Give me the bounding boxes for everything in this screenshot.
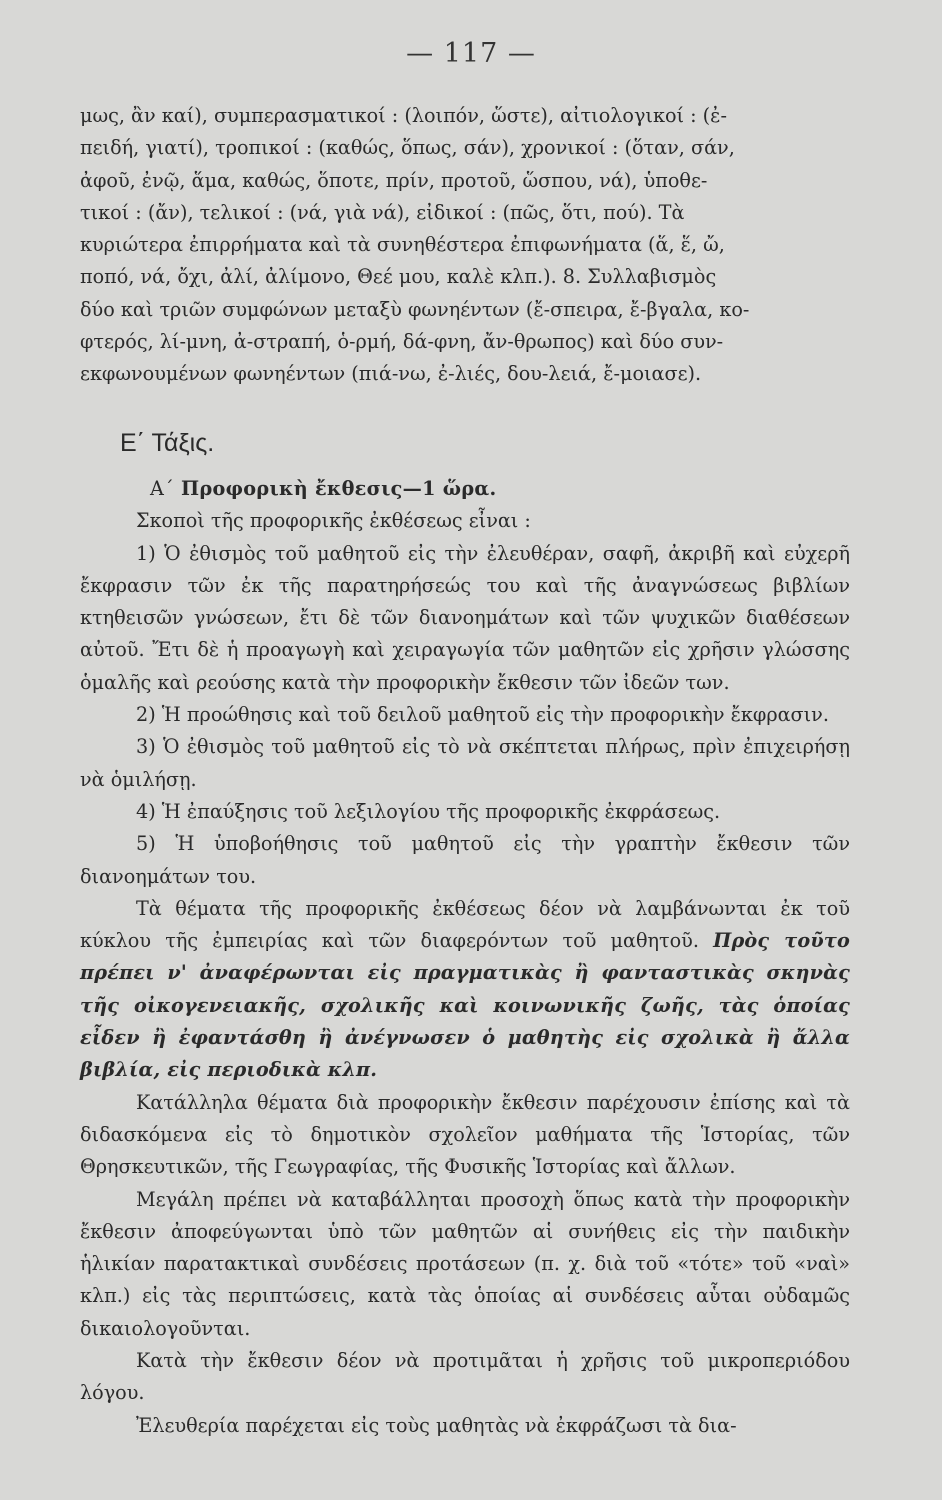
paragraph-aim-2: 2) Ἡ προώθησις καὶ τοῦ δειλοῦ μαθητοῦ εἰς τὴν προφορικὴν ἔκφρασιν. <box>136 703 829 727</box>
paragraph-attention: Μεγάλη πρέπει νὰ καταβάλληται προσοχὴ ὅπως κατὰ τὴν προφορικὴν ἔκθεσιν ἀποφεύγωνται ὑπὸ τῶν μαθητῶν αἱ συνήθεις εἰς τὴν παιδικὴν ἡλικίαν παρατακτικαὶ συνδέσεις προτάσεων (π. χ. διὰ τοῦ «τότε» τοῦ «ναὶ» κλπ.) εἰς τὰς περιπτώσεις, κατὰ τὰς ὁποίας αἱ συνδέσεις αὗται οὐδαμῶς δικαιολογοῦνται. <box>80 1187 850 1340</box>
paragraph-intro: Σκοποὶ τῆς προφορικῆς ἐκθέσεως εἶναι : <box>136 509 531 533</box>
line: εκφωνουμένων φωνηέντων (πιά-νω, ἐ-λιές, δου-λειά, ἔ-μοιασε). <box>80 362 702 386</box>
line: πειδή, γιατί), τροπικοί : (καθώς, ὅπως, σάν), χρονικοί : (ὅταν, σάν, <box>80 136 735 160</box>
paragraph-aim-5: 5) Ἡ ὑποβοήθησις τοῦ μαθητοῦ εἰς τὴν γραπτὴν ἔκθεσιν τῶν διανοημάτων του. <box>80 832 850 888</box>
section-title: Ε΄ Τάξις. <box>120 428 215 457</box>
line: μως, ἂν καί), συμπερασματικοί : (λοιπόν, ὥστε), αἰτιολογικοί : (ἐ- <box>80 104 727 127</box>
paragraph-aim-1: 1) Ὁ ἐθισμὸς τοῦ μαθητοῦ εἰς τὴν ἐλευθέραν, σαφῆ, ἀκριβῆ καὶ εὐχερῆ ἔκφρασιν τῶν ἐκ τῆς παρατηρήσεώς του καὶ τῆς ἀναγνώσεως βιβλίων κτηθεισῶν γνώσεων, ἔτι δὲ τῶν διανοημάτων καὶ τῶν ψυχικῶν διαθέσεων αὐτοῦ. Ἔτι δὲ ἡ προαγωγὴ καὶ χειραγωγία τῶν μαθητῶν εἰς χρῆσιν γλώσσης ὁμαλῆς καὶ ρεούσης κατὰ τὴν προφορικὴν ἔκθεσιν τῶν ἰδεῶν των. <box>80 541 850 694</box>
continued-paragraph <box>80 100 850 391</box>
paragraph-freedom: Ἐλευθερία παρέχεται εἰς τοὺς μαθητὰς νὰ ἐκφράζωσι τὰ δια- <box>136 1413 737 1437</box>
page-body <box>80 100 850 1442</box>
paragraph-aim-3: 3) Ὁ ἐθισμὸς τοῦ μαθητοῦ εἰς τὸ νὰ σκέπτεται πλήρως, πρὶν ἐπιχειρήσῃ νὰ ὁμιλήσῃ. <box>80 735 850 791</box>
line: ἀφοῦ, ἐνῷ, ἅμα, καθώς, ὅποτε, πρίν, προτοῦ, ὥσπου, νά), ὑποθε- <box>80 168 708 192</box>
paragraph-suitable-topics: Κατάλληλα θέματα διὰ προφορικὴν ἔκθεσιν παρέχουσιν ἐπίσης καὶ τὰ διδασκόμενα εἰς τὸ δημοτικὸν σχολεῖον μαθήματα τῆς Ἱστορίας, τῶν Θρησκευτικῶν, τῆς Γεωγραφίας, τῆς Φυσικῆς Ἱστορίας καὶ ἄλλων. <box>80 1090 850 1179</box>
topics-emphasis: Πρὸς τοῦτο πρέπει ν' ἀναφέρωνται εἰς πραγματικὰς ἢ φανταστικὰς σκηνὰς τῆς οἰκογενειακῆς, σχολικῆς καὶ κοινωνικῆς ζωῆς, τὰς ὁποίας εἶδεν ἢ ἐφαντάσθη ἢ ἀνέγνωσεν ὁ μαθητὴς εἰς σχολικὰ ἢ ἄλλα βιβλία, εἰς περιοδικὰ κλπ. <box>80 929 850 1082</box>
paragraph-short-sentences: Κατὰ τὴν ἔκθεσιν δέον νὰ προτιμᾶται ἡ χρῆσις τοῦ μικροπεριόδου λόγου. <box>80 1348 850 1405</box>
page-number: — 117 — <box>406 38 536 69</box>
line: τικοί : (ἄν), τελικοί : (νά, γιὰ νά), εἰδικοί : (πῶς, ὅτι, πού). Τὰ <box>80 200 685 224</box>
line: κυριώτερα ἐπιρρήματα καὶ τὰ συνηθέστερα ἐπιφωνήματα (ἅ, ἕ, ὤ, <box>80 233 725 257</box>
topics-text: Τὰ θέματα τῆς προφορικῆς ἐκθέσεως δέον νὰ λαμβάνωνται ἐκ τοῦ κύκλου τῆς ἐμπειρίας καὶ τῶν διαφερόντων τοῦ μαθητοῦ. <box>80 896 850 953</box>
paragraph-topics <box>80 893 850 1087</box>
line: φτερός, λί-μνη, ἀ-στραπή, ὁ-ρμή, δά-φνη, ἄν-θρωπος) καὶ δύο συν- <box>80 330 724 354</box>
line: ποπό, νά, ὄχι, ἀλί, ἀλίμονο, Θεέ μου, καλὲ κλπ.). 8. Συλλαβισμὸς <box>80 265 717 289</box>
subsection-heading <box>80 473 850 505</box>
subsection-title: Προφορικὴ ἔκθεσις—1 ὥρα. <box>181 476 497 500</box>
subsection-prefix: Α΄ <box>150 476 175 500</box>
line: δύο καὶ τριῶν συμφώνων μεταξὺ φωνηέντων (ἔ-σπειρα, ἔ-βγαλα, κο- <box>80 297 750 321</box>
paragraph-aim-4: 4) Ἡ ἐπαύξησις τοῦ λεξιλογίου τῆς προφορικῆς ἐκφράσεως. <box>136 799 721 823</box>
